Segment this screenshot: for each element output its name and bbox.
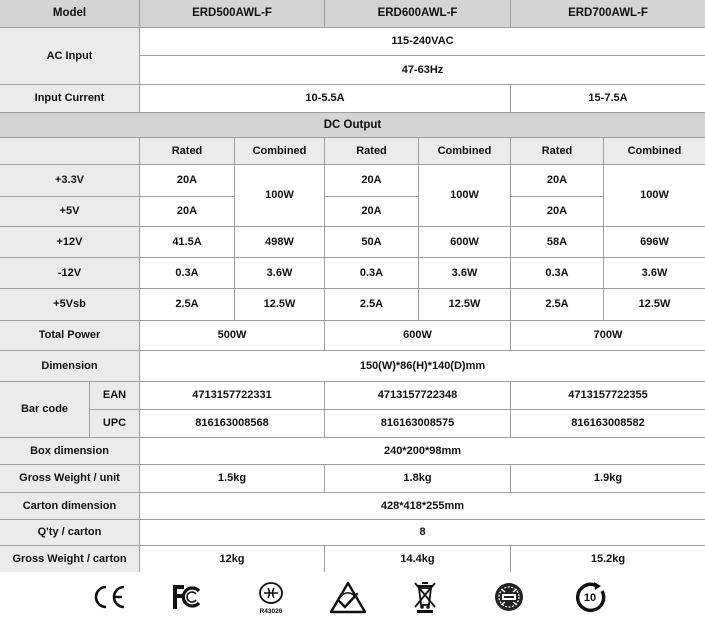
- eac-r43026-mark-icon: [254, 580, 288, 616]
- rated-value: 0.3A: [325, 258, 418, 288]
- total-power-value: 500W: [140, 321, 324, 350]
- upc-value: 816163008575: [325, 410, 510, 437]
- rated-value: 20A: [511, 165, 603, 196]
- carton-dimension-value: 428*418*255mm: [140, 493, 705, 519]
- bsmi-certification-icon: [493, 581, 525, 613]
- rail-label: +12V: [0, 227, 139, 257]
- input-current-value: 15-7.5A: [511, 85, 705, 112]
- rated-value: 2.5A: [140, 289, 234, 320]
- box-dimension-value: 240*200*98mm: [140, 438, 705, 464]
- total-power-value: 600W: [325, 321, 510, 350]
- model-name: ERD700AWL-F: [511, 0, 705, 27]
- upc-value: 816163008568: [140, 410, 324, 437]
- combined-header: Combined: [419, 138, 510, 164]
- rated-value: 2.5A: [511, 289, 603, 320]
- certification-row: [0, 572, 705, 623]
- ean-label: EAN: [90, 382, 139, 409]
- combined-value: 600W: [419, 227, 510, 257]
- weee-bin-icon: [413, 579, 437, 615]
- input-current-label: Input Current: [0, 85, 139, 112]
- input-current-value: 10-5.5A: [140, 85, 510, 112]
- rcm-mark-icon: [329, 581, 367, 614]
- ean-value: 4713157722348: [325, 382, 510, 409]
- combined-value: 12.5W: [235, 289, 324, 320]
- rated-header: Rated: [511, 138, 603, 164]
- fcc-logo-icon: [171, 583, 205, 611]
- carton-dimension-label: Carton dimension: [0, 493, 139, 519]
- dc-output-corner: [0, 138, 139, 164]
- model-name: ERD600AWL-F: [325, 0, 510, 27]
- rated-value: 20A: [325, 165, 418, 196]
- rated-value: 20A: [140, 197, 234, 226]
- model-name: ERD500AWL-F: [140, 0, 324, 27]
- dimension-value: 150(W)*86(H)*140(D)mm: [140, 351, 705, 381]
- gross-weight-unit-value: 1.5kg: [140, 465, 324, 492]
- rated-value: 20A: [325, 197, 418, 226]
- box-dimension-label: Box dimension: [0, 438, 139, 464]
- china-rohs-10-icon: [574, 581, 606, 613]
- gross-weight-unit-label: Gross Weight / unit: [0, 465, 139, 492]
- rated-value: 50A: [325, 227, 418, 257]
- upc-value: 816163008582: [511, 410, 705, 437]
- combined-value: 12.5W: [419, 289, 510, 320]
- qty-carton-value: 8: [140, 520, 705, 545]
- combined-value: 100W: [604, 165, 705, 226]
- rohs-years: 10: [583, 592, 597, 604]
- barcode-label: Bar code: [0, 382, 89, 437]
- ac-input-label: AC Input: [0, 28, 139, 84]
- gross-weight-carton-label: Gross Weight / carton: [0, 546, 139, 572]
- upc-label: UPC: [90, 410, 139, 437]
- ce-mark-icon: [92, 583, 128, 611]
- model-header: Model: [0, 0, 139, 27]
- combined-value: 3.6W: [419, 258, 510, 288]
- ean-value: 4713157722331: [140, 382, 324, 409]
- rated-value: 2.5A: [325, 289, 418, 320]
- gross-weight-unit-value: 1.9kg: [511, 465, 705, 492]
- ac-input-voltage: 115-240VAC: [140, 28, 705, 55]
- rail-label: +5Vsb: [0, 289, 139, 320]
- dc-output-title: DC Output: [0, 113, 705, 137]
- gross-weight-carton-value: 15.2kg: [511, 546, 705, 572]
- dimension-label: Dimension: [0, 351, 139, 381]
- rated-value: 41.5A: [140, 227, 234, 257]
- eac-code: R43026: [259, 608, 283, 615]
- gross-weight-carton-value: 14.4kg: [325, 546, 510, 572]
- rated-value: 0.3A: [140, 258, 234, 288]
- rail-label: +5V: [0, 197, 139, 226]
- total-power-value: 700W: [511, 321, 705, 350]
- combined-header: Combined: [604, 138, 705, 164]
- combined-value: 696W: [604, 227, 705, 257]
- combined-value: 100W: [419, 165, 510, 226]
- qty-carton-label: Q'ty / carton: [0, 520, 139, 545]
- ac-input-frequency: 47-63Hz: [140, 56, 705, 84]
- rated-value: 0.3A: [511, 258, 603, 288]
- combined-header: Combined: [235, 138, 324, 164]
- rated-value: 20A: [140, 165, 234, 196]
- combined-value: 3.6W: [235, 258, 324, 288]
- combined-value: 100W: [235, 165, 324, 226]
- rated-header: Rated: [325, 138, 418, 164]
- combined-value: 498W: [235, 227, 324, 257]
- gross-weight-carton-value: 12kg: [140, 546, 324, 572]
- rated-header: Rated: [140, 138, 234, 164]
- combined-value: 3.6W: [604, 258, 705, 288]
- gross-weight-unit-value: 1.8kg: [325, 465, 510, 492]
- total-power-label: Total Power: [0, 321, 139, 350]
- rail-label: +3.3V: [0, 165, 139, 196]
- ean-value: 4713157722355: [511, 382, 705, 409]
- rated-value: 58A: [511, 227, 603, 257]
- rated-value: 20A: [511, 197, 603, 226]
- combined-value: 12.5W: [604, 289, 705, 320]
- rail-label: -12V: [0, 258, 139, 288]
